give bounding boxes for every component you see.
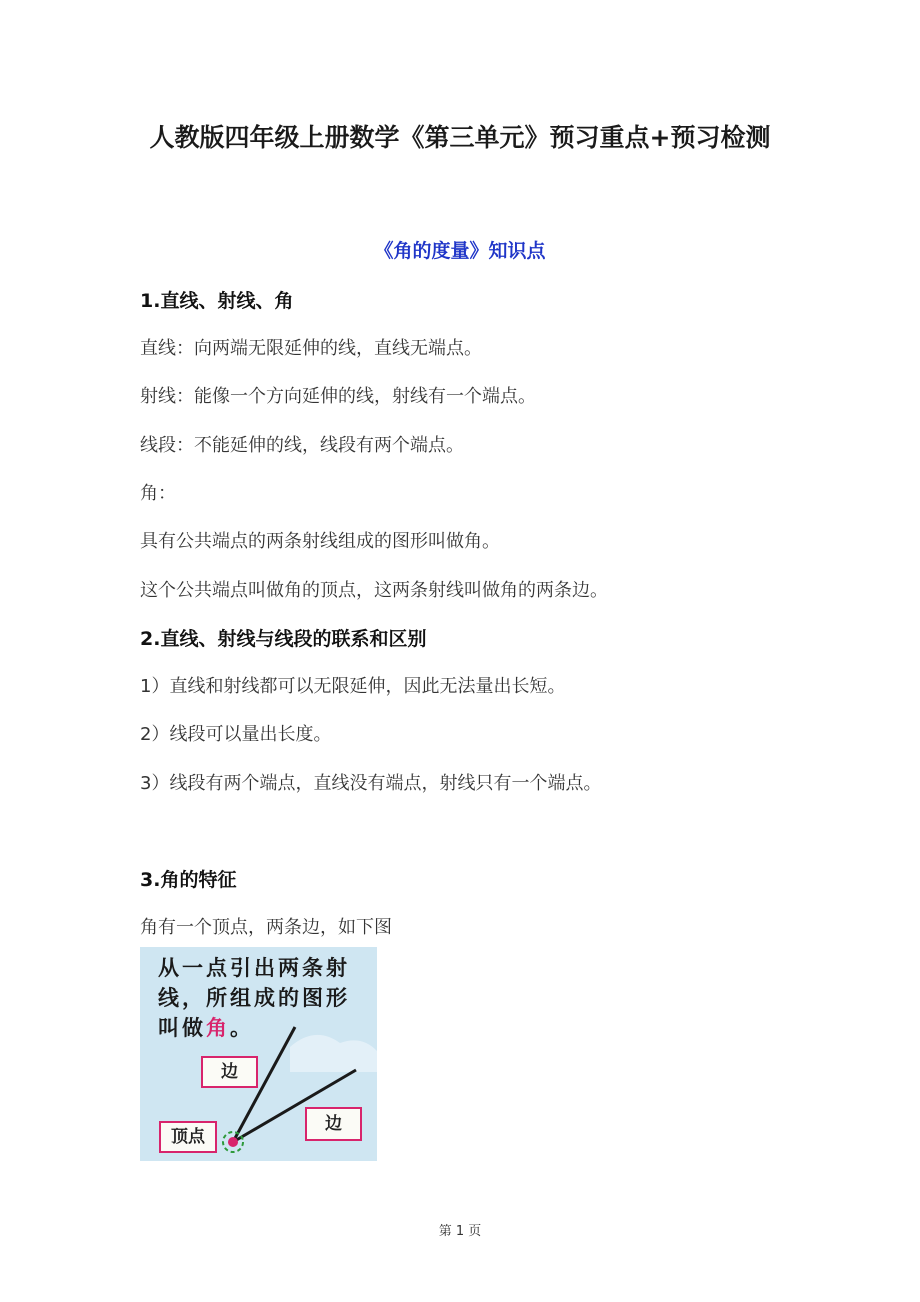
figure-caption-highlight: 角	[206, 1016, 230, 1040]
definition-angle-label: 角：	[140, 483, 176, 504]
angle-illustration	[140, 947, 377, 1161]
footer-suffix: 页	[468, 1224, 482, 1239]
heading-lines-rays-angles: 1.直线、射线、角	[140, 290, 294, 312]
document-title: 人教版四年级上册数学《第三单元》预习重点+预习检测	[149, 123, 771, 152]
definition-ray: 射线：能像一个方向延伸的线，射线有一个端点。	[140, 386, 536, 407]
label-side-upper: 边	[201, 1056, 258, 1088]
figure-caption-main: 从一点引出两条射 线，所组成的图形 叫做	[158, 956, 350, 1040]
figure-caption	[158, 953, 350, 1043]
page-footer	[0, 1220, 920, 1239]
footer-prefix: 第	[438, 1224, 452, 1239]
page-number: 1	[455, 1224, 465, 1239]
heading-angle-features: 3.角的特征	[140, 869, 237, 891]
definition-vertex-sides: 这个公共端点叫做角的顶点，这两条射线叫做角的两条边。	[140, 580, 608, 601]
definition-angle: 具有公共端点的两条射线组成的图形叫做角。	[140, 531, 500, 552]
section-subtitle: 《角的度量》知识点	[374, 240, 546, 262]
vertex-dot	[228, 1137, 238, 1147]
label-side-lower: 边	[305, 1107, 362, 1141]
heading-differences: 2.直线、射线与线段的联系和区别	[140, 628, 427, 650]
definition-line: 直线：向两端无限延伸的线，直线无端点。	[140, 338, 482, 359]
definition-segment: 线段：不能延伸的线，线段有两个端点。	[140, 435, 464, 456]
difference-item-2: 2）线段可以量出长度。	[140, 724, 332, 745]
figure-caption-end: 。	[230, 1016, 254, 1040]
angle-features-text: 角有一个顶点，两条边，如下图	[140, 917, 392, 938]
label-vertex: 顶点	[159, 1121, 217, 1153]
difference-item-1: 1）直线和射线都可以无限延伸，因此无法量出长短。	[140, 676, 566, 697]
difference-item-3: 3）线段有两个端点，直线没有端点，射线只有一个端点。	[140, 773, 602, 794]
